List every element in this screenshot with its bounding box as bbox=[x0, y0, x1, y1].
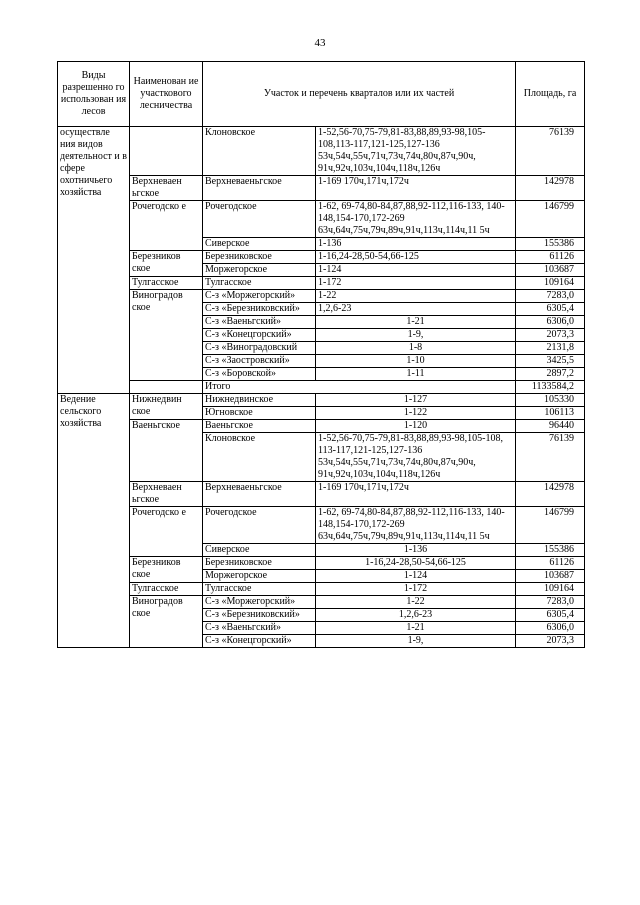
plot-cell: Рочегодское bbox=[203, 201, 316, 238]
total-row bbox=[58, 381, 585, 394]
plot-cell: С-з «Конецгорский» bbox=[203, 635, 316, 648]
quarters-cell: 1-8 bbox=[316, 342, 516, 355]
forestry-cell: Виноградов ское bbox=[130, 596, 203, 648]
plot-cell: Верхневаеньгское bbox=[203, 176, 316, 201]
area-cell: 96440 bbox=[516, 420, 585, 433]
total-value: 1133584,2 bbox=[516, 381, 585, 394]
forestry-cell: Рочегодско е bbox=[130, 507, 203, 557]
area-cell: 146799 bbox=[516, 507, 585, 544]
table-row bbox=[58, 176, 585, 201]
area-cell: 76139 bbox=[516, 127, 585, 176]
forestry-cell: Рочегодско е bbox=[130, 201, 203, 251]
quarters-cell: 1-169 170ч,171ч,172ч bbox=[316, 482, 516, 507]
area-cell: 6305,4 bbox=[516, 303, 585, 316]
quarters-cell: 1-172 bbox=[316, 277, 516, 290]
plot-cell: Березниковское bbox=[203, 251, 316, 264]
table-row bbox=[58, 290, 585, 303]
table-row bbox=[58, 277, 585, 290]
use-type-cell: осуществле ния видов деятельност и в сфере охотничьего хозяйства bbox=[58, 127, 130, 394]
area-cell: 105330 bbox=[516, 394, 585, 407]
area-cell: 61126 bbox=[516, 251, 585, 264]
quarters-cell: 1-21 bbox=[316, 316, 516, 329]
area-cell: 109164 bbox=[516, 277, 585, 290]
quarters-cell: 1-16,24-28,50-54,66-125 bbox=[316, 557, 516, 570]
area-cell: 106113 bbox=[516, 407, 585, 420]
plot-cell: Моржегорское bbox=[203, 264, 316, 277]
area-cell: 142978 bbox=[516, 482, 585, 507]
quarters-cell: 1-172 bbox=[316, 583, 516, 596]
plot-cell: Сиверское bbox=[203, 544, 316, 557]
plot-cell: С-з «Березниковский» bbox=[203, 303, 316, 316]
forestry-cell: Верхневаен ьгское bbox=[130, 176, 203, 201]
area-cell: 155386 bbox=[516, 238, 585, 251]
quarters-cell: 1-9, bbox=[316, 329, 516, 342]
plot-cell: С-з «Ваеньгский» bbox=[203, 316, 316, 329]
plot-cell: Рочегодское bbox=[203, 507, 316, 544]
forestry-cell: Тулгасское bbox=[130, 583, 203, 596]
header-use-types: Виды разрешенно го использован ия лесов bbox=[58, 62, 130, 127]
plot-cell: Югновское bbox=[203, 407, 316, 420]
header-forestry: Наименован ие участкового лесничества bbox=[130, 62, 203, 127]
area-cell: 103687 bbox=[516, 264, 585, 277]
quarters-cell: 1-136 bbox=[316, 544, 516, 557]
forestry-cell: Березников ское bbox=[130, 557, 203, 583]
area-cell: 146799 bbox=[516, 201, 585, 238]
quarters-cell: 1-136 bbox=[316, 238, 516, 251]
quarters-cell: 1-124 bbox=[316, 570, 516, 583]
table-row bbox=[58, 507, 585, 544]
quarters-cell: 1-11 bbox=[316, 368, 516, 381]
quarters-cell: 1-52,56-70,75-79,81-83,88,89,93-98,105-108, 113-117,121-125,127-136 53ч,54ч,55ч,71ч,73ч,74ч,80ч,87ч,90ч, 91ч,92ч,103ч,104ч,118ч,126ч bbox=[316, 433, 516, 482]
quarters-cell: 1-16,24-28,50-54,66-125 bbox=[316, 251, 516, 264]
page-number: 43 bbox=[314, 37, 326, 49]
area-cell: 76139 bbox=[516, 433, 585, 482]
plot-cell: С-з «Конецгорский» bbox=[203, 329, 316, 342]
area-cell: 2073,3 bbox=[516, 635, 585, 648]
forestry-cell bbox=[130, 127, 203, 176]
table-row bbox=[58, 596, 585, 609]
plot-cell: Березниковское bbox=[203, 557, 316, 570]
quarters-cell: 1-52,56-70,75-79,81-83,88,89,93-98,105-108,113-117,121-125,127-136 53ч,54ч,55ч,71ч,73ч,74ч,80ч,87ч,90ч, 91ч,92ч,103ч,104ч,118ч,126ч bbox=[316, 127, 516, 176]
use-type-cell: Ведение сельского хозяйства bbox=[58, 394, 130, 648]
area-cell: 6306,0 bbox=[516, 316, 585, 329]
total-label: Итого bbox=[203, 381, 516, 394]
area-cell: 3425,5 bbox=[516, 355, 585, 368]
table-row bbox=[58, 394, 585, 407]
area-cell: 2073,3 bbox=[516, 329, 585, 342]
plot-cell: Сиверское bbox=[203, 238, 316, 251]
forestry-cell: Верхневаен ьгское bbox=[130, 482, 203, 507]
plot-cell: С-з «Моржегорский» bbox=[203, 290, 316, 303]
area-cell: 155386 bbox=[516, 544, 585, 557]
area-cell: 61126 bbox=[516, 557, 585, 570]
plot-cell: С-з «Ваеньгский» bbox=[203, 622, 316, 635]
forestry-cell: Березников ское bbox=[130, 251, 203, 277]
table-row bbox=[58, 420, 585, 433]
quarters-cell: 1-62, 69-74,80-84,87,88,92-112,116-133, 140-148,154-170,172-269 63ч,64ч,75ч,79ч,89ч,91ч,113ч,114ч,11 5ч bbox=[316, 201, 516, 238]
table-row bbox=[58, 127, 585, 176]
header-plot-quarters: Участок и перечень кварталов или их частей bbox=[203, 62, 516, 127]
plot-cell: Верхневаеньгское bbox=[203, 482, 316, 507]
area-cell: 6305,4 bbox=[516, 609, 585, 622]
area-cell: 103687 bbox=[516, 570, 585, 583]
plot-cell: Нижнедвинское bbox=[203, 394, 316, 407]
plot-cell: Ваеньгское bbox=[203, 420, 316, 433]
forestry-cell: Нижнедвин ское bbox=[130, 394, 203, 420]
table-row bbox=[58, 557, 585, 570]
forest-use-table bbox=[57, 61, 585, 648]
table-row bbox=[58, 482, 585, 507]
area-cell: 7283,0 bbox=[516, 596, 585, 609]
plot-cell: Тулгасское bbox=[203, 277, 316, 290]
quarters-cell: 1-9, bbox=[316, 635, 516, 648]
forestry-cell: Тулгасское bbox=[130, 277, 203, 290]
table-row bbox=[58, 583, 585, 596]
quarters-cell: 1-62, 69-74,80-84,87,88,92-112,116-133, 140-148,154-170,172-269 63ч,64ч,75ч,79ч,89ч,91ч,113ч,114ч,11 5ч bbox=[316, 507, 516, 544]
quarters-cell: 1-122 bbox=[316, 407, 516, 420]
area-cell: 7283,0 bbox=[516, 290, 585, 303]
forestry-cell: Ваеньгское bbox=[130, 420, 203, 482]
plot-cell: С-з «Моржегорский» bbox=[203, 596, 316, 609]
quarters-cell: 1-22 bbox=[316, 596, 516, 609]
plot-cell: Клоновское bbox=[203, 127, 316, 176]
area-cell: 109164 bbox=[516, 583, 585, 596]
quarters-cell: 1-21 bbox=[316, 622, 516, 635]
plot-cell: С-з «Заостровский» bbox=[203, 355, 316, 368]
plot-cell: Клоновское bbox=[203, 433, 316, 482]
plot-cell: Тулгасское bbox=[203, 583, 316, 596]
header-area: Площадь, га bbox=[516, 62, 585, 127]
quarters-cell: 1-169 170ч,171ч,172ч bbox=[316, 176, 516, 201]
total-empty-cell bbox=[130, 381, 203, 394]
quarters-cell: 1-124 bbox=[316, 264, 516, 277]
table-row bbox=[58, 201, 585, 238]
quarters-cell: 1-120 bbox=[316, 420, 516, 433]
quarters-cell: 1,2,6-23 bbox=[316, 609, 516, 622]
table-row bbox=[58, 251, 585, 264]
forestry-cell: Виноградов ское bbox=[130, 290, 203, 381]
quarters-cell: 1-22 bbox=[316, 290, 516, 303]
plot-cell: С-з «Виноградовский bbox=[203, 342, 316, 355]
plot-cell: С-з «Боровской» bbox=[203, 368, 316, 381]
quarters-cell: 1,2,6-23 bbox=[316, 303, 516, 316]
table-header-row bbox=[58, 62, 585, 127]
area-cell: 2131,8 bbox=[516, 342, 585, 355]
area-cell: 142978 bbox=[516, 176, 585, 201]
plot-cell: Моржегорское bbox=[203, 570, 316, 583]
quarters-cell: 1-10 bbox=[316, 355, 516, 368]
plot-cell: С-з «Березниковский» bbox=[203, 609, 316, 622]
quarters-cell: 1-127 bbox=[316, 394, 516, 407]
area-cell: 6306,0 bbox=[516, 622, 585, 635]
area-cell: 2897,2 bbox=[516, 368, 585, 381]
